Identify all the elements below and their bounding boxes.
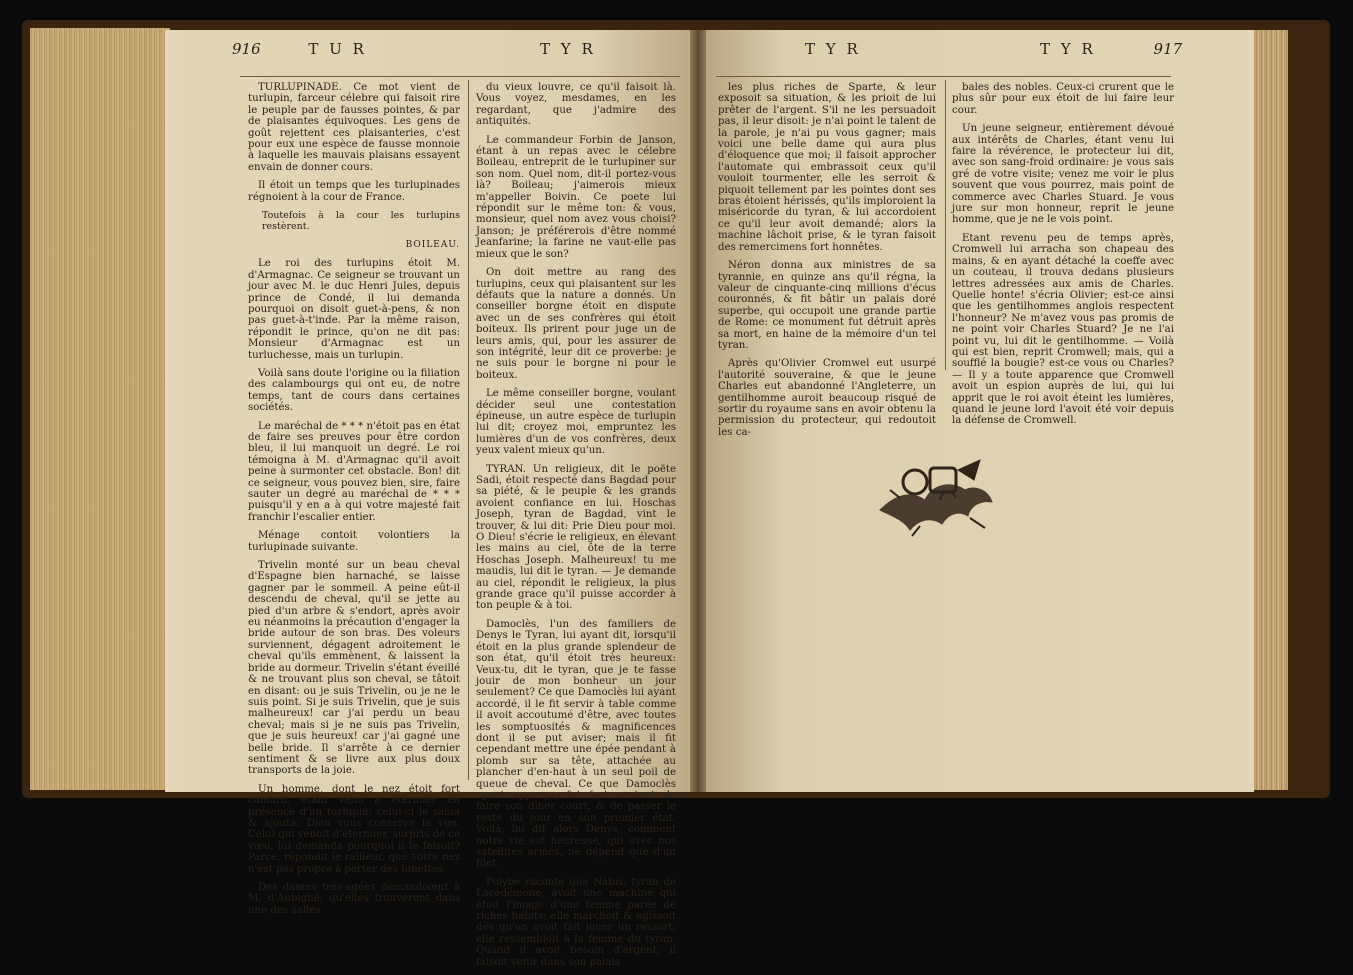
left-header-rule xyxy=(240,76,680,77)
left-page-column-1 xyxy=(248,82,460,923)
paragraph: Le commandeur Forbin de Janson, étant à un repas avec le célebre Boileau, entreprit de le turlupiner sur son nom. Quel nom, dit-il portez-vous là? Boileau; j'aimerois mieux m'appeller Boivin. Ce poete lui répondit sur le même ton: & vous, monsieur, quel nom avez vous choisi? Janson; je préférerois d'être nommé Jeanfarine; la farine ne vaut-elle pas mieux que le son? xyxy=(476,134,676,260)
paragraph: Il étoit un temps que les turlupinades régnoient à la cour de France. xyxy=(248,180,460,203)
decorative-vignette xyxy=(870,440,1000,540)
left-page-column-2 xyxy=(476,82,676,975)
paragraph: les plus riches de Sparte, & leur exposoit sa situation, & les prioit de lui prêter de l'argent. S'il ne les persuadoit pas, il leur disoit: je n'ai point le talent de la parole, je n'ai pu vous gagner; mais voici une belle dame qui aura plus d'éloquence que moi; il faisoit approcher l'automate qui embrassoit ceux qu'il vouloit tourmenter, elle les serroit & piquoit tellement par les pointes dont ses bras étoient hérissés, qu'ils imploroient la miséricorde du tyran, & lui accordoient ce qu'il leur avoit demandé; alors la machine lâchoit prise, & le tyran faisoit des remercimens fort honnêtes. xyxy=(718,82,936,253)
right-header-rule xyxy=(716,76,1171,77)
left-header-word: T U R xyxy=(308,40,367,58)
left-page-number: 916 xyxy=(232,40,261,58)
book-gutter xyxy=(690,30,706,792)
right-header-right-word: T Y R xyxy=(1040,40,1096,58)
left-column-rule xyxy=(468,80,469,780)
quotation: Toutefois à la cour les turlupins restèrent. xyxy=(262,210,460,233)
left-page-header xyxy=(232,40,367,58)
left-header-right-word: T Y R xyxy=(540,40,596,58)
paragraph: bales des nobles. Ceux-ci crurent que le plus sûr pour eux étoit de lui faire leur cour. xyxy=(952,82,1174,116)
quotation-author: BOILEAU. xyxy=(405,239,460,250)
paragraph: Le maréchal de * * * n'étoit pas en état de faire ses preuves pour être cordon bleu, il lui manquoit un degré. Le roi témoigna à M. d'Armagnac qu'il avoit peine à surmonter cet obstacle. Bon! dit ce seigneur, vous pouvez bien, sire, faire sauter un degré au maréchal de * * * puisqu'il y en a à qui votre majesté fait franchir l'escalier entier. xyxy=(248,420,460,523)
right-page-column-1 xyxy=(718,82,936,445)
paragraph: TURLUPINADE. Ce mot vient de turlupin, farceur célebre qui faisoit rire le peuple par de fausses pointes, & par de plaisantes équivoques. Les gens de goût rejettent ces plaisanteries, c'est pour eux une espèce de fausse monnoie à laquelle les mauvais plaisans essayent envain de donner cours. xyxy=(248,82,460,173)
paragraph: du vieux louvre, ce qu'il faisoit là. Vous voyez, mesdames, en les regardant, que j'admire des antiquités. xyxy=(476,82,676,128)
paragraph: TYRAN. Un religieux, dit le poëte Sadi, étoit respecté dans Bagdad pour sa piété, & le peuple & les grands avoient confiance en lui. Hoschas Joseph, tyran de Bagdad, vint le trouver, & lui dit: Prie Dieu pour moi. O Dieu! s'écrie le religieux, en élevant les mains au ciel, ôte de la terre Hoschas Joseph. Malheureux! tu me maudis, lui dit le tyran. — Je demande au ciel, répondit le religieux, la plus grande grace qu'il puisse accorder à ton peuple & à toi. xyxy=(476,463,676,612)
paragraph: On doit mettre au rang des turlupins, ceux qui plaisantent sur les défauts que la nature a donnés. Un conseiller borgne étoit en dispute avec un de ses confrères qui étoit boiteux. Ils prirent pour juge un de leurs amis, qui, pour les assurer de son intégrité, leur dit ce proverbe: je ne suis pour le borgne ni pour le boiteux. xyxy=(476,267,676,381)
right-page-header xyxy=(1040,40,1182,58)
paragraph: Le même conseiller borgne, voulant décider seul une contestation épineuse, un autre espèce de turlupin lui dit; croyez moi, empruntez les lumières d'un de vos confrères, deux yeux valent mieux qu'un. xyxy=(476,388,676,457)
right-header-word: T Y R xyxy=(805,40,861,58)
paragraph: Néron donna aux ministres de sa tyrannie, en quinze ans qu'il régna, la valeur de cinquante-cinq millions d'écus couronnés, & fit bâtir un palais doré superbe, qui occupoit une grande partie de Rome: ce monument fut détruit après sa mort, en haine de la mémoire d'un tel tyran. xyxy=(718,260,936,351)
paragraph: Un homme, dont le nez étoit fort camard, étant venu à éternuer en présence d'un turlupin; celui-ci le salua & ajouta: Dieu vous conserve la vue. Celui qui venoit d'éternuer, surpris de ce vœu, lui demanda pourquoi il le faisoit? Parce, répondit le railleur, que votre nez n'est pas propre à porter des lunettes. xyxy=(248,783,460,875)
paragraph: Ménage contoit volontiers la turlupinade suivante. xyxy=(248,530,460,553)
paragraph: Polybe raconte que Nabis, tyran de Lacédémone, avoit une machine qui étoit l'image d'une femme parée de riches habits; elle marchoit & agissoit dès qu'on avoit fait jouer un ressort; elle ressembloit à la femme du tyran. Quand il avoit besoin d'argent, il faisoit venir dans son palais xyxy=(476,876,676,968)
paragraph: Le roi des turlupins étoit M. d'Armagnac. Ce seigneur se trouvant un jour avec M. le duc Henri Jules, depuis prince de Condé, il lui demanda pourquoi on disoit guet-à-pens, & non pas guet-à-t'inde. Par la même raison, répondit le prince, qu'on ne dit pas: Monsieur d'Armagnac est un turluchesse, mais un turlupin. xyxy=(248,258,460,361)
right-page-column-2 xyxy=(952,82,1174,434)
paragraph: Des dames très-agées demandoient à M. d'Aubigné, qu'elles trouvèrent dans une des salles xyxy=(248,882,460,916)
right-column-rule xyxy=(945,80,946,370)
page-edges-right xyxy=(1250,30,1288,790)
right-page-number: 917 xyxy=(1153,40,1183,58)
paragraph: Etant revenu peu de temps après, Cromwell lui arracha son chapeau des mains, & en ayant détaché la coeffe avec un couteau, il trouva dedans plusieurs lettres adressées aux amis de Charles. Quelle honte! s'écria Olivier; est-ce ainsi que les gentilhommes anglois respectent l'honneur? Ne m'avez vous pas promis de ne point voir Charles Stuard? Je ne l'ai point vu, lui dit le gentilhomme. — Voilà qui est bien, reprit Cromwell; mais, qui a soufflé la bougie? est-ce vous ou Charles? — Il y a toute apparence que Cromwell avoit un espion auprès de lui, qui lui apprit que le roi avoit éteint les lumières, quand le jeune lord l'avoit été voir depuis la défense de Cromwell. xyxy=(952,232,1174,427)
paragraph: Après qu'Olivier Cromwel eut usurpé l'autorité souveraine, & que le jeune Charles eut abandonné l'Angleterre, un gentilhomme auroit beaucoup risqué de sortir du royaume sans en avoir obtenu la permission du protecteur, qui redoutoit les ca- xyxy=(718,358,936,438)
paragraph: Trivelin monté sur un beau cheval d'Espagne bien harnaché, se laisse gagner par le sommeil. A peine eût-il descendu de cheval, qu'il se jette au pied d'un arbre & s'endort, après avoir eu néanmoins la précaution d'engager la bride autour de son bras. Des voleurs surviennent, dégagent adroitement le cheval qu'ils emmènent, & laissent la bride au dormeur. Trivelin s'étant éveillé & ne trouvant plus son cheval, se tâtoit en disant: ou je suis Trivelin, ou je ne le suis point. Si je suis Trivelin, que je suis malheureux! car j'ai perdu un beau cheval; mais si je ne suis pas Trivelin, que je suis heureux! car j'ai gagné une belle bride. Il s'arrête à ce dernier sentiment & se livre aux plus doux transports de la joie. xyxy=(248,560,460,777)
paragraph: Un jeune seigneur, entièrement dévoué aux intérêts de Charles, étant venu lui faire la révérence, le protecteur lui dit, avec son sang-froid ordinaire: je vous sais gré de votre visite; venez me voir le plus souvent que vous pourrez, mais point de commerce avec Charles Stuard. Je vous jure sur mon honneur, reprit le jeune homme, que je ne le vois point. xyxy=(952,123,1174,226)
paragraph: Voilà sans doute l'origine ou la filiation des calambourgs qui ont eu, de notre temps, tant de cours dans certaines sociétés. xyxy=(248,367,460,414)
page-edges-left xyxy=(30,28,170,790)
paragraph: Damoclès, l'un des familiers de Denys le Tyran, lui ayant dit, lorsqu'il étoit en la plus grande splendeur de son état, qu'il étoit très heureux: Veux-tu, dit le tyran, que je te fasse jouir de mon bonheur un jour seulement? Ce que Damoclès lui ayant accordé, il le fit servir à table comme il avoit accoutumé d'être, avec toutes les somptuosités & magnificences dont il se put aviser; mais il fit cependant mettre une épée pendant à plomb sur sa tête, attachée au plancher d'en-haut à un seul poil de queue de cheval. Ce que Damoclès ayant apperçu, fut fort content de faire son dîner court, & de passer le reste du jour en son premier état. Voilà, lui dit alors Denys, comment notre vie est heureuse, qui avec nos satellites armés, ne dépend que d'un filet. xyxy=(476,618,676,870)
